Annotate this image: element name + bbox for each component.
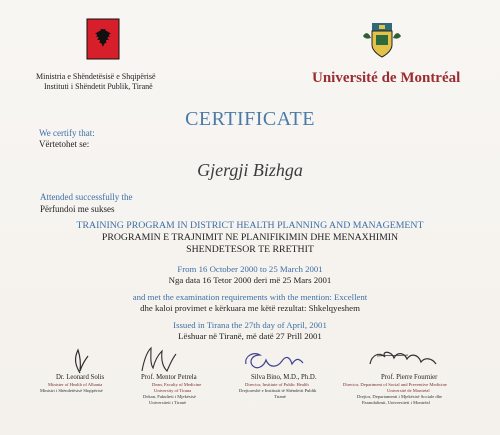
signature-2-icon (116, 340, 236, 378)
signatory-3-name: Silva Bino, M.D., Ph.D. (251, 374, 317, 381)
signatory-1-name: Dr. Leonard Solis (56, 374, 105, 381)
issued-english: Issued in Tirana the 27th day of April, 2001 (173, 320, 327, 330)
attended-english: Attended successfully the (40, 192, 133, 202)
albania-flag-emblem-icon (86, 18, 120, 60)
signatory-4-title-3: Drejtor, Departamenti i Mjekësisë Sociale dhe (357, 394, 443, 399)
signatory-2-title-2: University of Tirana (154, 388, 192, 393)
certificate-title: CERTIFICATE (185, 108, 315, 130)
signatory-1-title-2: Ministri i Shëndetësisë Shqipërisë (40, 388, 103, 393)
program-title-albanian-line-2: SHENDETESOR TE RRETHIT (186, 244, 314, 255)
signatory-2-title-3: Dekan, Fakulteti i Mjekësisë (143, 394, 196, 399)
universite-de-montreal-crest-icon (358, 21, 406, 61)
signatory-1-title-1: Minister of Health of Albania (48, 382, 103, 387)
certify-albanian: Vërtetohet se: (39, 139, 90, 149)
ministry-line-1: Ministria e Shëndetësisë e Shqipërisë (36, 72, 156, 81)
signatory-2-title-1: Dean, Faculty of Medicine (152, 382, 202, 387)
ministry-line-2: Instituti i Shëndetit Publik, Tiranë (44, 82, 153, 91)
program-title-albanian-line-1: PROGRAMIN E TRAJNIMIT NE PLANIFIKIMIN DHE MENAXHIMIN (101, 232, 399, 243)
signatory-3-title-1: Director, Institute of Public Health (245, 382, 309, 387)
signatory-4-title-2: Université de Montréal (387, 388, 430, 393)
date-range-english: From 16 October 2000 to 25 March 2001 (177, 264, 323, 274)
signature-3-icon (224, 340, 344, 378)
university-name: Université de Montréal (312, 70, 461, 86)
date-range-albanian: Nga data 16 Tetor 2000 deri më 25 Mars 2001 (168, 275, 332, 285)
signatory-2-name: Prof. Mentor Petrela (141, 374, 197, 381)
exam-result-english: and met the examination requirements with the mention: Excellent (132, 292, 368, 302)
signatory-4-name: Prof. Pierre Fournier (381, 374, 438, 381)
signature-4-icon (352, 340, 472, 378)
signatory-4-title-4: Parandalimit, Universiteti i Montréal (362, 400, 430, 405)
recipient-name: Gjergji Bizhga (197, 160, 303, 180)
certify-english: We certify that: (39, 128, 95, 138)
program-title-english: TRAINING PROGRAM IN DISTRICT HEALTH PLANNING AND MANAGEMENT (76, 220, 424, 231)
exam-result-albanian: dhe kaloi provimet e kërkuara me këtë rezultat: Shkelqyeshem (140, 303, 360, 313)
attended-albanian: Përfundoi me sukses (40, 204, 115, 214)
signatory-2-title-4: Universiteti i Tiranë (149, 400, 187, 405)
signatory-4-title-1: Director, Department of Social and Preventive Medicine (343, 382, 447, 387)
issued-albanian: Lëshuar në Tiranë, më datë 27 Prill 2001 (178, 331, 322, 341)
signatory-3-title-3: Tiranë (274, 394, 286, 399)
signatory-3-title-2: Drejtoreshë e Institutit të Shëndetit Publik (239, 388, 317, 393)
